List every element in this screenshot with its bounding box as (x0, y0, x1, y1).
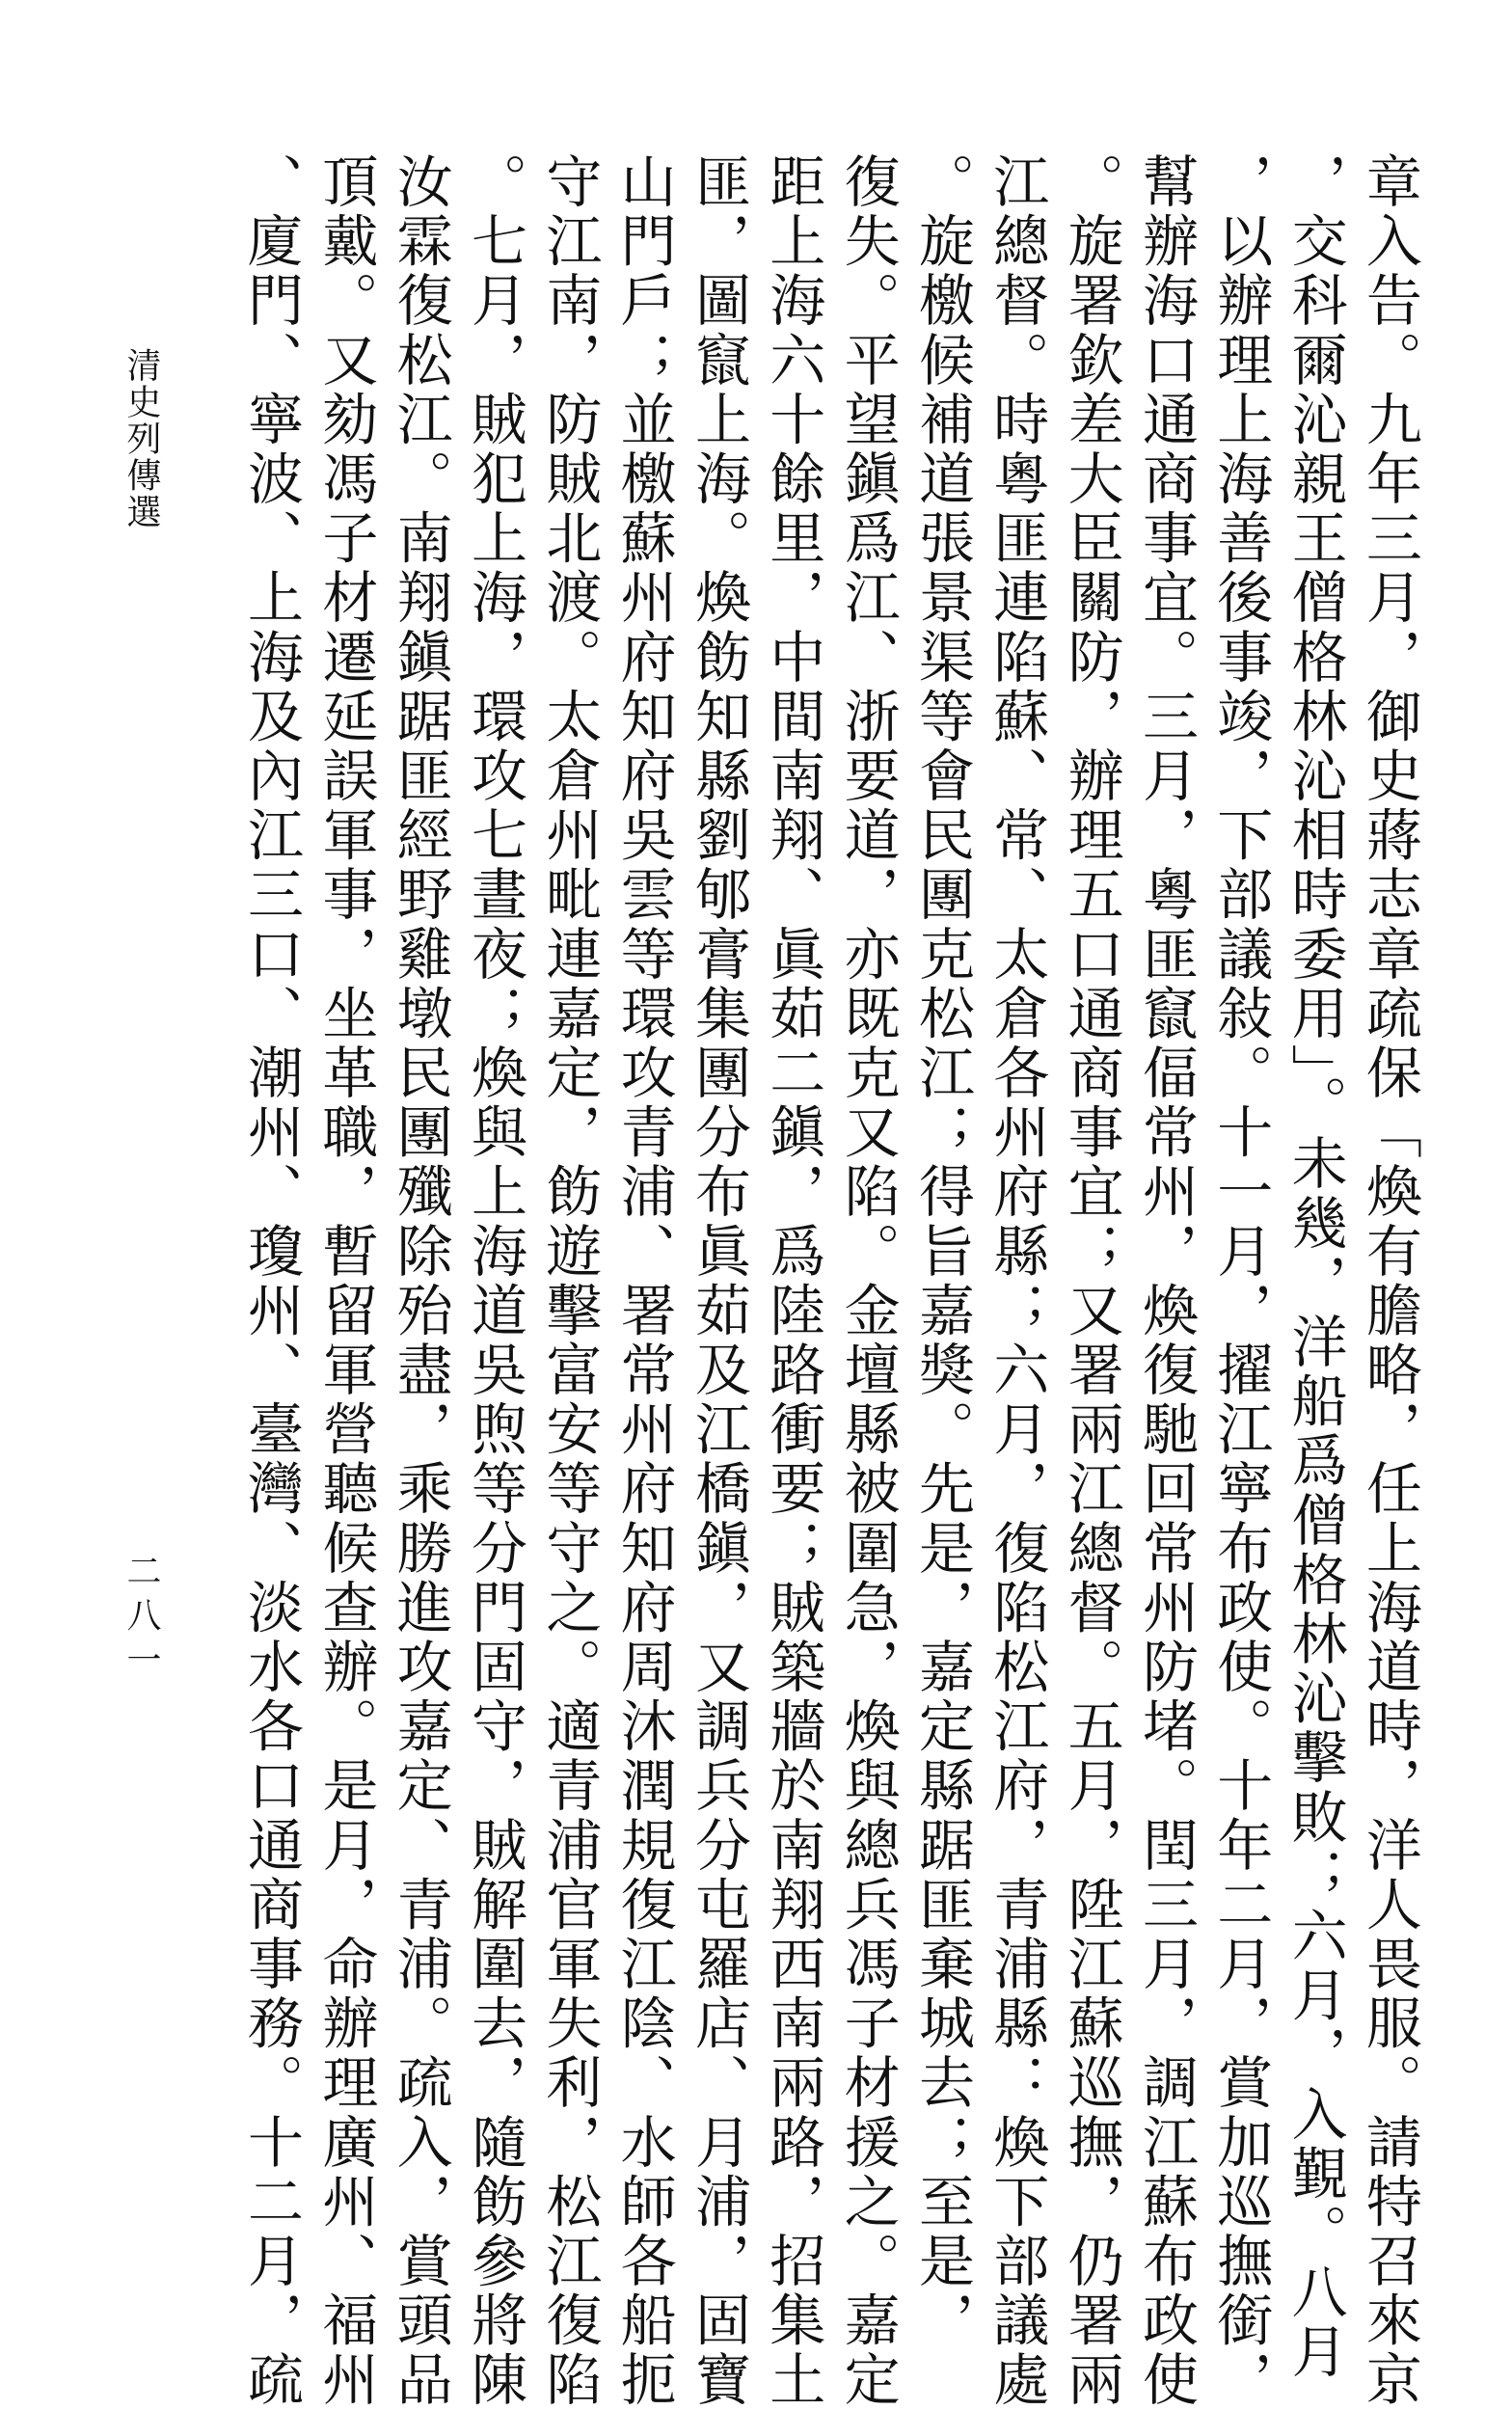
text-column: 頂戴。又劾馮子材遷延誤軍事，坐革職，暫留軍營聽候查辦。是月，命辦理廣州、福州 (312, 152, 379, 2410)
text-column: 守江南，防賊北渡。太倉州毗連嘉定，飭遊擊富安等守之。適青浦官軍失利，松江復陷 (536, 152, 603, 2410)
text-column: 幫辦海口通商事宜。三月，粵匪竄偪常州，煥復馳回常州防堵。閏三月，調江蘇布政使 (1132, 152, 1199, 2410)
text-column: 。旋檄候補道張景渠等會民團克松江；得旨嘉獎。先是，嘉定縣踞匪棄城去；至是， (908, 152, 975, 2351)
text-column: 山門戶；並檄蘇州府知府吳雲等環攻青浦、署常州府知府周沐潤規復江陰、水師各船扼 (610, 152, 677, 2410)
text-column: 江總督。時粵匪連陷蘇、常、太倉各州府縣；六月，復陷松江府，青浦縣：煥下部議處 (984, 152, 1050, 2410)
text-column: 章入告。九年三月，御史蔣志章疏保「煥有膽略，任上海道時，洋人畏服。請特召來京 (1356, 152, 1422, 2410)
text-column: ，交科爾沁親王僧格林沁相時委用」。未幾，洋船爲僧格林沁擊敗；六月，入覲。八月 (1282, 152, 1348, 2382)
text-column: 。七月，賊犯上海，環攻七晝夜；煥與上海道吳煦等分門固守，賊解圍去，隨飭參將陳 (461, 152, 527, 2410)
text-column: 。旋署欽差大臣關防，辦理五口通商事宜；又署兩江總督。五月，陞江蘇巡撫，仍署兩 (1058, 152, 1124, 2410)
page-number: 二八一 (122, 1553, 161, 1686)
running-head: 清史列傳選 (122, 347, 161, 530)
text-column: 復失。平望鎭爲江、浙要道，亦既克又陷。金壇縣被圍急，煥與總兵馮子材援之。嘉定 (834, 152, 901, 2410)
text-column: 匪，圖竄上海。煥飭知縣劉郇膏集團分布眞茹及江橋鎭，又調兵分屯羅店、月浦，固寶 (685, 152, 751, 2410)
text-column: 汝霖復松江。南翔鎭踞匪經野雞墩民團殲除殆盡，乘勝進攻嘉定、青浦。疏入，賞頭品 (387, 152, 453, 2410)
text-column: 、廈門、寧波、上海及內江三口、潮州、瓊州、臺灣、淡水各口通商事務。十二月，疏 (238, 152, 304, 2410)
body-text (238, 152, 1422, 2410)
text-column: ，以辦理上海善後事竣，下部議敍。十一月，擢江寧布政使。十年二月，賞加巡撫銜， (1207, 152, 1274, 2410)
text-column: 距上海六十餘里，中間南翔、眞茹二鎭，爲陸路衝要；賊築牆於南翔西南兩路，招集土 (760, 152, 826, 2410)
